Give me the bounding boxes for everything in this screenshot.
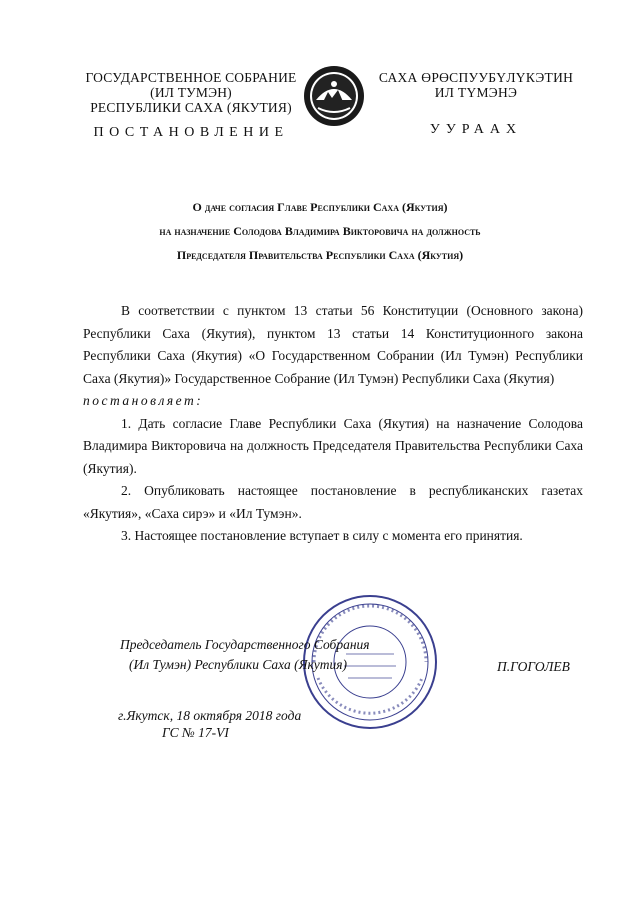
- document-body: [83, 300, 583, 548]
- signatory-position-line1: Председатель Государственного Собрания: [120, 637, 370, 652]
- org-name-sakha-line1: САХА ӨРӨСПУУБҮЛҮКЭТИН: [378, 70, 574, 85]
- doc-type-ru: ПОСТАНОВЛЕНИЕ: [93, 125, 289, 140]
- document-number: ГС № 17-VI: [162, 725, 229, 740]
- signatory-name: П.ГОГОЛЕВ: [497, 659, 570, 674]
- title-line2: на назначение Солодова Владимира Викторовича на должность: [159, 224, 481, 238]
- org-name-sakha-line2: ИЛ ТҮМЭНЭ: [434, 85, 518, 100]
- item-3: 3. Настоящее постановление вступает в силу с момента его принятия.: [121, 528, 523, 543]
- place-and-date: г.Якутск, 18 октября 2018 года: [118, 708, 302, 723]
- document-title: [80, 195, 560, 267]
- signatory-position-line2: (Ил Тумэн) Республики Саха (Якутия): [129, 657, 348, 672]
- title-line3: Председателя Правительства Республики Саха (Якутия): [176, 248, 464, 262]
- header-right-sakha: [372, 70, 580, 100]
- resolves-word: постановляет:: [83, 393, 204, 408]
- item-2: 2. Опубликовать настоящее постановление в республиканских газетах «Якутия», «Саха сирэ» и «Ил Тумэн».: [83, 483, 583, 521]
- org-name-line3: РЕСПУБЛИКИ САХА (ЯКУТИЯ): [90, 100, 292, 115]
- item-1: 1. Дать согласие Главе Республики Саха (Якутия) на назначение Солодова Владимира Викторовича на должность Председателя Правительства Республики Саха (Якутия).: [83, 415, 583, 476]
- org-name-line2: (ИЛ ТУМЭН): [150, 85, 232, 100]
- title-line1: О даче согласия Главе Республики Саха (Якутия): [192, 200, 448, 214]
- doc-type-sakha: УУРААХ: [429, 122, 523, 137]
- org-name-line1: ГОСУДАРСТВЕННОЕ СОБРАНИЕ: [85, 70, 297, 85]
- coat-of-arms-icon: [302, 64, 366, 128]
- header-left-ru: [60, 70, 322, 115]
- preamble: В соответствии с пунктом 13 статьи 56 Конституции (Основного закона) Республики Саха (Якутия), пунктом 13 статьи 14 Конституционного закона Республики Саха (Якутия) «О Государственном Собрании (Ил Тумэн) Республики Саха (Якутия)» Государственное Собрание (Ил Тумэн) Республики Саха (Якутия): [83, 303, 583, 386]
